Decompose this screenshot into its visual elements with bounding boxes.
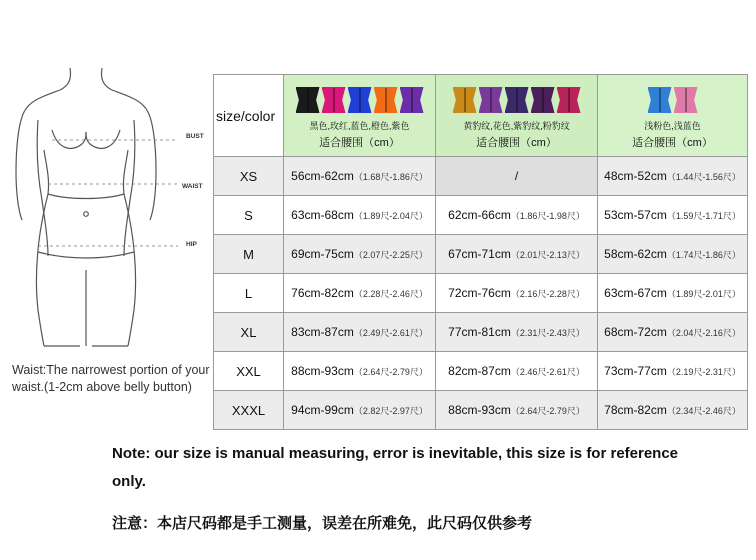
waist-range-cell	[436, 313, 598, 352]
chi-range: （2.31尺-2.43尺）	[510, 328, 585, 338]
table-row	[214, 235, 748, 274]
color-group-header-2	[436, 75, 598, 157]
cm-range: /	[514, 169, 519, 183]
cm-range: 58cm-62cm	[604, 247, 667, 261]
cm-range: 94cm-99cm	[291, 403, 354, 417]
size-cell: XXL	[214, 352, 284, 391]
corset-swatch-icon	[322, 85, 346, 115]
waist-label: WAIST	[182, 183, 203, 190]
waist-range-label-3: 适合腰围（cm）	[632, 137, 713, 149]
waist-range-cell	[598, 196, 748, 235]
chi-range: （1.89尺-2.01尺）	[666, 289, 741, 299]
cm-range: 48cm-52cm	[604, 169, 667, 183]
table-row	[214, 274, 748, 313]
table-row	[214, 391, 748, 430]
waist-range-label-1: 适合腰围（cm）	[319, 137, 400, 149]
waist-range-cell	[284, 391, 436, 430]
color-names-1: 黑色,玫红,蓝色,橙色,紫色	[309, 121, 410, 131]
corset-swatch-icon	[348, 85, 372, 115]
waist-range-cell	[598, 274, 748, 313]
size-cell: XS	[214, 157, 284, 196]
chinese-size-note: 注意：本店尺码都是手工测量，误差在所难免，此尺码仅供参考	[112, 515, 533, 532]
color-names-3: 浅粉色,浅蓝色	[644, 121, 701, 131]
english-size-note: Note: our size is manual measuring, error is inevitable, this size is for reference only.	[112, 445, 679, 490]
cm-range: 88cm-93cm	[291, 364, 354, 378]
size-cell: XL	[214, 313, 284, 352]
cm-range: 56cm-62cm	[291, 169, 354, 183]
cm-range: 78cm-82cm	[604, 403, 667, 417]
cm-range: 63cm-68cm	[291, 208, 354, 222]
cm-range: 63cm-67cm	[604, 286, 667, 300]
waist-range-cell	[598, 391, 748, 430]
cm-range: 69cm-75cm	[291, 247, 354, 261]
cm-range: 88cm-93cm	[448, 403, 511, 417]
chi-range: （2.82尺-2.97尺）	[353, 406, 428, 416]
chi-range: （1.74尺-1.86尺）	[666, 250, 741, 260]
cm-range: 67cm-71cm	[448, 247, 511, 261]
table-header-row	[214, 75, 748, 157]
cm-range: 83cm-87cm	[291, 325, 354, 339]
hip-label: HIP	[186, 241, 197, 248]
color-group-header-3	[598, 75, 748, 157]
size-color-header: size/color	[214, 75, 284, 157]
chi-range: （2.01尺-2.13尺）	[510, 250, 585, 260]
chi-range: （1.59尺-1.71尺）	[666, 211, 741, 221]
table-row	[214, 313, 748, 352]
waist-range-cell	[284, 352, 436, 391]
waist-range-cell	[436, 352, 598, 391]
waist-definition-note: Waist:The narrowest portion of your waist.(1-2cm above belly button)	[12, 363, 210, 394]
waist-range-cell	[598, 313, 748, 352]
color-swatches-1	[284, 85, 435, 117]
cm-range: 82cm-87cm	[448, 364, 511, 378]
corset-swatch-icon	[557, 85, 581, 115]
cm-range: 68cm-72cm	[604, 325, 667, 339]
waist-range-cell	[284, 235, 436, 274]
size-cell: XXXL	[214, 391, 284, 430]
bust-label: BUST	[186, 133, 204, 140]
table-row	[214, 352, 748, 391]
cm-range: 72cm-76cm	[448, 286, 511, 300]
chi-range: （1.44尺-1.56尺）	[666, 172, 741, 182]
cm-range: 62cm-66cm	[448, 208, 511, 222]
chi-range: （1.89尺-2.04尺）	[353, 211, 428, 221]
chi-range: （2.46尺-2.61尺）	[510, 367, 585, 377]
color-group-header-1	[284, 75, 436, 157]
cm-range: 76cm-82cm	[291, 286, 354, 300]
corset-swatch-icon	[374, 85, 398, 115]
chi-range: （2.34尺-2.46尺）	[666, 406, 741, 416]
chi-range: （2.16尺-2.28尺）	[510, 289, 585, 299]
chi-range: （2.07尺-2.25尺）	[353, 250, 428, 260]
waist-range-label-2: 适合腰围（cm）	[476, 137, 557, 149]
corset-swatch-icon	[479, 85, 503, 115]
table-row	[214, 157, 748, 196]
waist-range-cell	[598, 235, 748, 274]
chi-range: （1.86尺-1.98尺）	[510, 211, 585, 221]
chi-range: （2.49尺-2.61尺）	[353, 328, 428, 338]
waist-range-cell	[284, 274, 436, 313]
chi-range: （1.68尺-1.86尺）	[353, 172, 428, 182]
color-swatches-3	[598, 85, 747, 117]
chi-range: （2.04尺-2.16尺）	[666, 328, 741, 338]
waist-range-cell	[598, 352, 748, 391]
waist-range-cell	[284, 313, 436, 352]
corset-swatch-icon	[453, 85, 477, 115]
cm-range: 73cm-77cm	[604, 364, 667, 378]
waist-range-cell	[436, 235, 598, 274]
size-chart-table	[213, 74, 748, 430]
table-row	[214, 196, 748, 235]
waist-range-cell	[436, 274, 598, 313]
size-cell: S	[214, 196, 284, 235]
size-cell: M	[214, 235, 284, 274]
waist-range-cell	[436, 157, 598, 196]
corset-swatch-icon	[531, 85, 555, 115]
corset-swatch-icon	[674, 85, 698, 115]
corset-swatch-icon	[648, 85, 672, 115]
corset-swatch-icon	[400, 85, 424, 115]
corset-swatch-icon	[296, 85, 320, 115]
corset-swatch-icon	[505, 85, 529, 115]
size-cell: L	[214, 274, 284, 313]
color-swatches-2	[436, 85, 597, 117]
cm-range: 53cm-57cm	[604, 208, 667, 222]
color-names-2: 黄豹纹,花色,紫豹纹,粉豹纹	[463, 121, 570, 131]
waist-range-cell	[284, 157, 436, 196]
chi-range: （2.64尺-2.79尺）	[353, 367, 428, 377]
body-measurement-figure	[8, 60, 208, 360]
waist-range-cell	[436, 196, 598, 235]
waist-range-cell	[284, 196, 436, 235]
waist-range-cell	[436, 391, 598, 430]
chi-range: （2.64尺-2.79尺）	[510, 406, 585, 416]
chi-range: （2.19尺-2.31尺）	[666, 367, 741, 377]
chi-range: （2.28尺-2.46尺）	[353, 289, 428, 299]
waist-range-cell	[598, 157, 748, 196]
cm-range: 77cm-81cm	[448, 325, 511, 339]
